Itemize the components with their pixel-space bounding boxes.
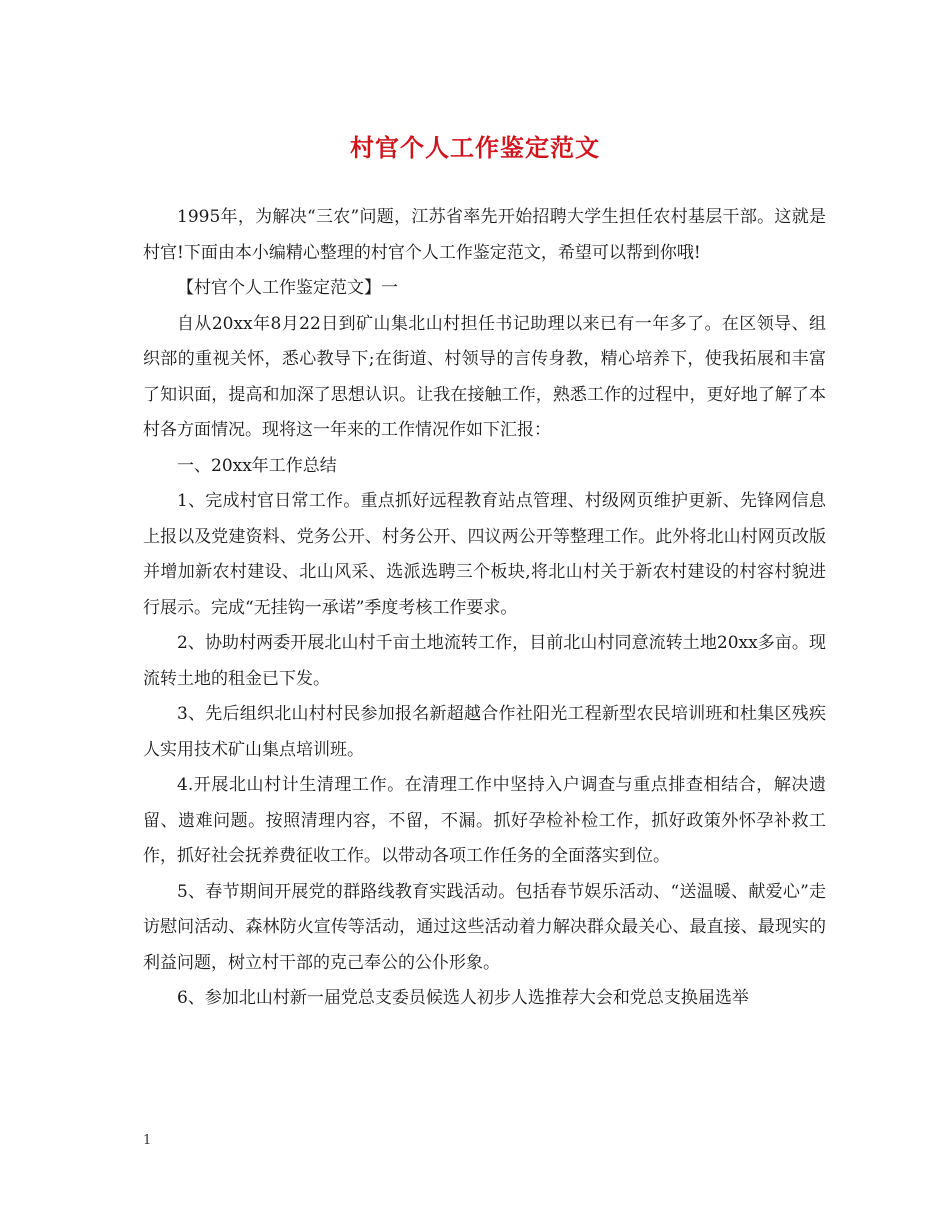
list-item-1: 1、完成村官日常工作。重点抓好远程教育站点管理、村级网页维护更新、先锋网信息上报以及党建资料、党务公开、村务公开、四议两公开等整理工作。此外将北山村网页改版并增加新农村建设、北山风采、选派选聘三个板块,将北山村关于新农村建设的村容村貌进行展示。完成“无挂钩一承诺”季度考核工作要求。	[143, 491, 826, 618]
body-paragraph: 自从20xx年8月22日到矿山集北山村担任书记助理以来已有一年多了。在区领导、组织部的重视关怀，悉心教导下;在街道、村领导的言传身教，精心培养下，使我拓展和丰富了知识面，提高和加深了思想认识。让我在接触工作，熟悉工作的过程中，更好地了解了本村各方面情况。现将这一年来的工作情况作如下汇报：	[143, 313, 826, 440]
list-item-5: 5、春节期间开展党的群路线教育实践活动。包括春节娱乐活动、“送温暖、献爱心”走访慰问活动、森林防火宣传等活动，通过这些活动着力解决群众最关心、最直接、最现实的利益问题，树立村干部的克己奉公的公仆形象。	[143, 881, 826, 973]
section-heading: 【村官个人工作鉴定范文】一	[177, 278, 398, 298]
page-number: 1	[143, 1133, 152, 1148]
list-item-6: 6、参加北山村新一届党总支委员候选人初步人选推荐大会和党总支换届选举	[177, 988, 749, 1008]
list-item-4: 4.开展北山村计生清理工作。在清理工作中坚持入户调查与重点排查相结合，解决遗留、遗难问题。按照清理内容，不留，不漏。抓好孕检补检工作，抓好政策外怀孕补救工作，抓好社会抚养费征收工作。以带动各项工作任务的全面落实到位。	[143, 775, 826, 866]
list-item-3: 3、先后组织北山村村民参加报名新超越合作社阳光工程新型农民培训班和杜集区残疾人实用技术矿山集点培训班。	[143, 704, 826, 760]
subsection-heading: 一、20xx年工作总结	[177, 455, 337, 476]
intro-paragraph: 1995年，为解决“三农”问题，江苏省率先开始招聘大学生担任农村基层干部。这就是村官!下面由本小编精心整理的村官个人工作鉴定范文，希望可以帮到你哦!	[143, 207, 826, 263]
document-body	[143, 200, 826, 1017]
document-title: 村官个人工作鉴定范文	[350, 133, 600, 162]
list-item-2: 2、协助村两委开展北山村千亩土地流转工作，目前北山村同意流转土地20xx多亩。现流转土地的租金已下发。	[143, 633, 826, 689]
